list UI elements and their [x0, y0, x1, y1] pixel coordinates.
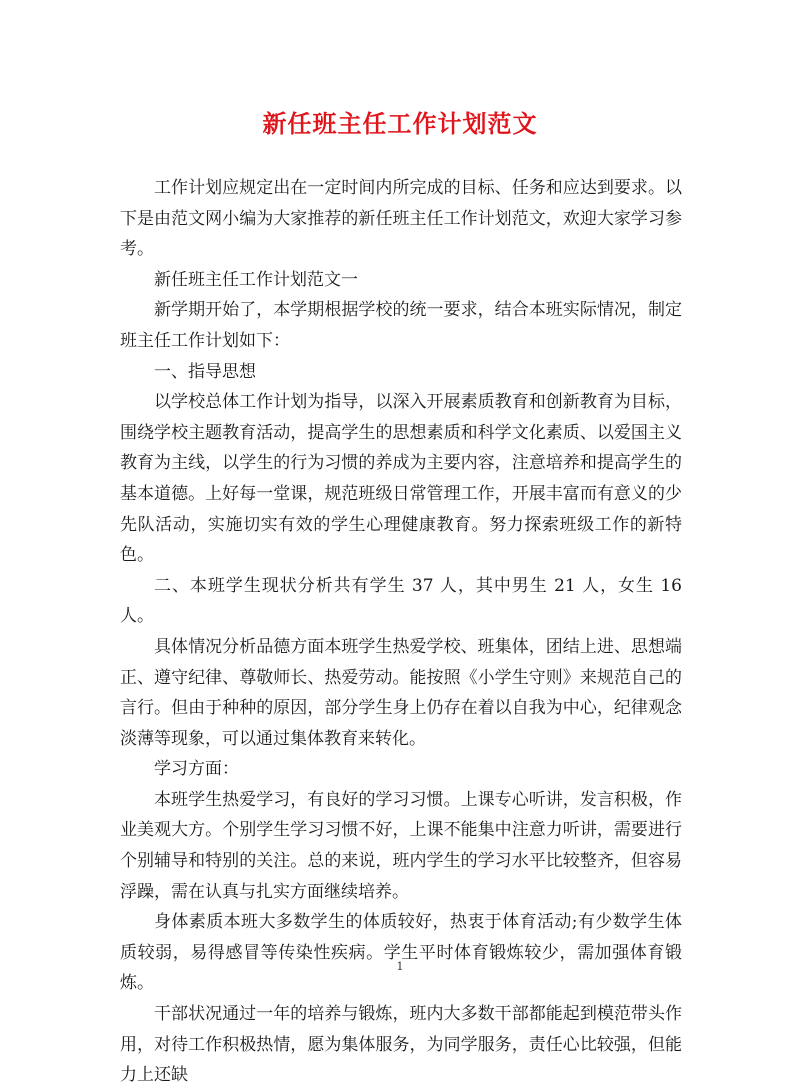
paragraph-moral-analysis: 具体情况分析品德方面本班学生热爱学校、班集体，团结上进、思想端正、遵守纪律、尊敬师长、热爱劳动。能按照《小学生守则》来规范自己的言行。但由于种种的原因，部分学生身上仍存在着以自我为中心，纪律观念淡薄等现象，可以通过集体教育来转化。	[120, 636, 682, 749]
section-heading-class-analysis: 二、本班学生现状分析共有学生 37 人，其中男生 21 人，女生 16 人。	[120, 575, 682, 627]
paragraph-intro: 工作计划应规定出在一定时间内所完成的目标、任务和应达到要求。以下是由范文网小编为大家推荐的新任班主任工作计划范文，欢迎大家学习参考。	[120, 178, 682, 260]
paragraph-subtitle: 新任班主任工作计划范文一	[154, 269, 358, 290]
paragraph-physical: 身体素质本班大多数学生的体质较好，热衷于体育活动;有少数学生体质较弱，易得感冒等传染性疾病。学生平时体育锻炼较少，需加强体育锻炼。	[120, 912, 682, 994]
document-body	[120, 173, 682, 1091]
paragraph-study-heading: 学习方面：	[154, 759, 239, 780]
section-heading-guiding-thought: 一、指导思想	[154, 361, 256, 382]
document-title: 新任班主任工作计划范文	[262, 109, 538, 138]
paragraph-opening: 新学期开始了，本学期根据学校的统一要求，结合本班实际情况，制定班主任工作计划如下：	[120, 300, 682, 351]
paragraph-guiding-thought: 以学校总体工作计划为指导，以深入开展素质教育和创新教育为目标，围绕学校主题教育活动，提高学生的思想素质和科学文化素质、以爱国主义教育为主线，以学生的行为习惯的养成为主要内容，注意培养和提高学生的基本道德。上好每一堂课，规范班级日常管理工作，开展丰富而有意义的少先队活动，实施切实有效的学生心理健康教育。努力探索班级工作的新特色。	[120, 392, 682, 566]
page-number: 1	[396, 960, 404, 973]
paragraph-cadres: 干部状况通过一年的培养与锻炼，班内大多数干部都能起到模范带头作用，对待工作积极热情，愿为集体服务，为同学服务，责任心比较强，但能力上还缺	[120, 1004, 682, 1086]
paragraph-study: 本班学生热爱学习，有良好的学习习惯。上课专心听讲，发言积极，作业美观大方。个别学生学习习惯不好，上课不能集中注意力听讲，需要进行个别辅导和特别的关注。总的来说，班内学生的学习水平比较整齐，但容易浮躁，需在认真与扎实方面继续培养。	[120, 789, 682, 902]
